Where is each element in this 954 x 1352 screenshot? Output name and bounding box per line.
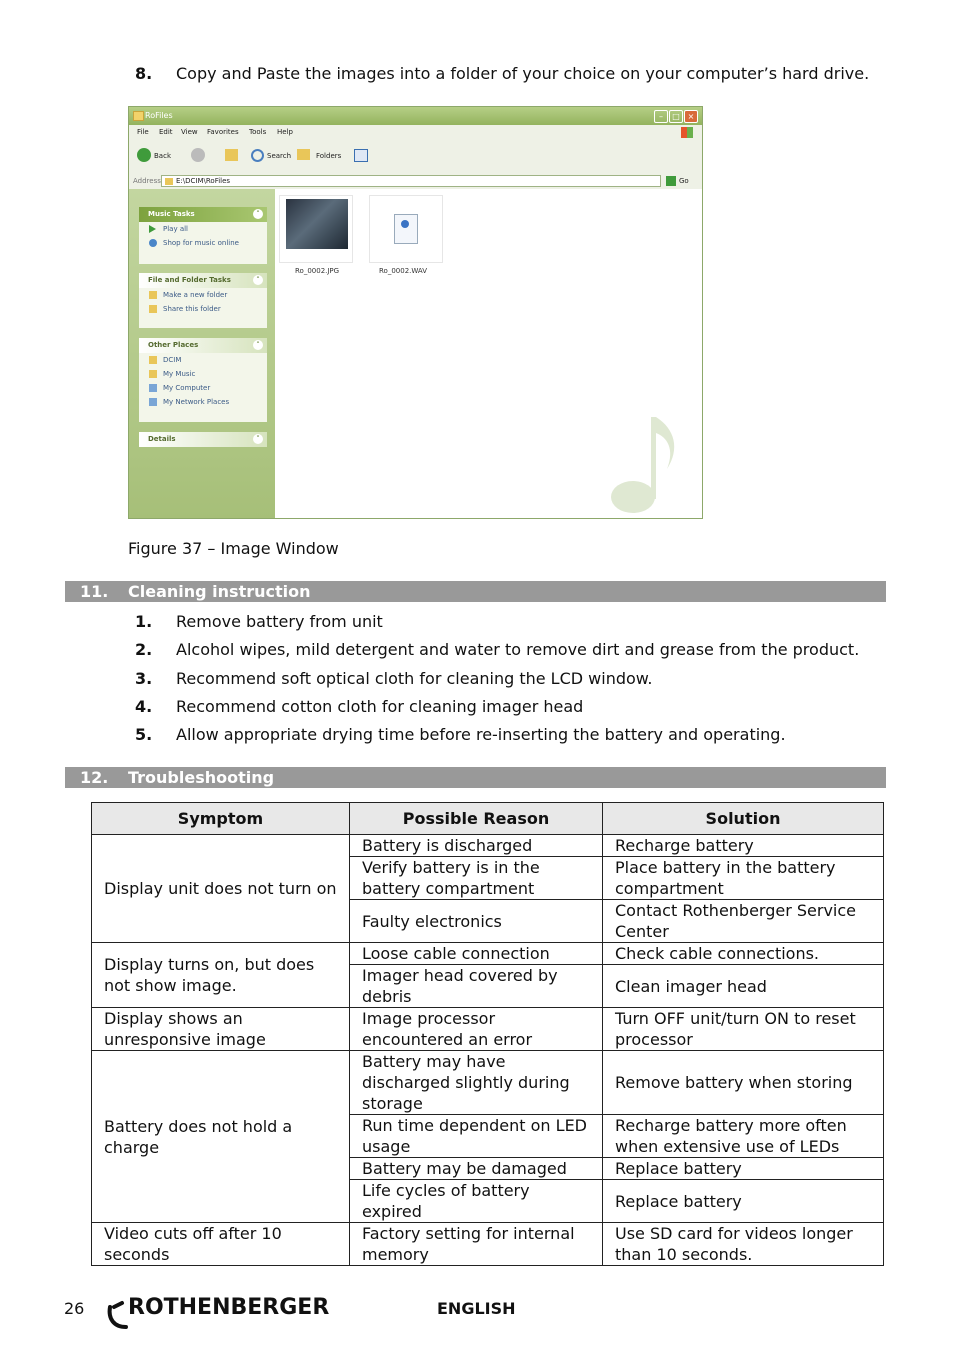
menu-help[interactable]: Help <box>277 128 293 136</box>
share-folder-icon <box>149 305 157 313</box>
reason-cell: Loose cable connection <box>350 943 603 965</box>
maximize-button[interactable]: □ <box>669 110 683 123</box>
file-name[interactable]: Ro_0002.WAV <box>379 267 428 275</box>
language-label: ENGLISH <box>437 1299 516 1318</box>
views-icon[interactable] <box>354 149 368 162</box>
place-label: DCIM <box>163 356 182 364</box>
place-label: My Network Places <box>163 398 230 406</box>
place-my-computer[interactable] <box>139 381 267 395</box>
item-text: Alcohol wipes, mild detergent and water to remove dirt and grease from the product. <box>176 640 860 659</box>
symptom-cell: Battery does not hold a charge <box>92 1051 350 1223</box>
item-text: Allow appropriate drying time before re-inserting the battery and operating. <box>176 725 786 744</box>
back-button[interactable]: Back <box>154 152 171 160</box>
solution-cell: Contact Rothenberger Service Center <box>603 900 884 943</box>
computer-icon <box>149 384 157 392</box>
minimize-button[interactable]: – <box>654 110 668 123</box>
address-input[interactable] <box>161 175 661 187</box>
solution-cell: Recharge battery <box>603 835 884 857</box>
up-folder-icon[interactable] <box>225 149 238 161</box>
solution-cell: Place battery in the battery compartment <box>603 857 884 900</box>
item-number: 3. <box>135 669 153 688</box>
solution-cell: Use SD card for videos longer than 10 seconds. <box>603 1223 884 1266</box>
task-label: Shop for music online <box>163 239 239 247</box>
panel-header[interactable] <box>139 207 267 222</box>
item-number: 1. <box>135 612 153 631</box>
task-label: Play all <box>163 225 189 233</box>
section-header-troubleshooting <box>65 767 886 788</box>
place-my-music[interactable] <box>139 367 267 381</box>
explorer-window-figure <box>128 106 703 519</box>
symptom-cell: Display unit does not turn on <box>92 835 350 943</box>
chevron-up-icon[interactable]: ˄ <box>253 209 263 219</box>
folders-button[interactable]: Folders <box>316 152 342 160</box>
window-titlebar <box>129 107 702 125</box>
place-label: My Music <box>163 370 196 378</box>
network-icon <box>149 398 157 406</box>
music-note-watermark-icon <box>605 409 685 519</box>
panel-header[interactable] <box>139 338 267 353</box>
reason-cell: Run time dependent on LED usage <box>350 1115 603 1158</box>
address-value: E:\DCIM\RoFiles <box>176 177 231 185</box>
go-button[interactable]: Go <box>679 177 689 185</box>
chevron-up-icon[interactable]: ˄ <box>253 275 263 285</box>
chevron-down-icon[interactable]: ˅ <box>253 434 263 444</box>
column-header-reason: Possible Reason <box>350 803 603 835</box>
task-pane <box>129 189 275 519</box>
table-row <box>92 1008 884 1051</box>
menu-file[interactable]: File <box>137 128 149 136</box>
panel-title: File and Folder Tasks <box>148 276 231 284</box>
place-network[interactable] <box>139 395 267 409</box>
step-text: Copy and Paste the images into a folder of your choice on your computer’s hard drive. <box>176 64 870 83</box>
panel-header[interactable] <box>139 432 267 447</box>
search-button[interactable]: Search <box>267 152 292 160</box>
symptom-cell: Video cuts off after 10 seconds <box>92 1223 350 1266</box>
item-number: 2. <box>135 640 153 659</box>
music-folder-icon <box>149 370 157 378</box>
list-item <box>135 669 653 689</box>
task-play-all[interactable] <box>139 222 267 236</box>
reason-cell: Faulty electronics <box>350 900 603 943</box>
task-label: Make a new folder <box>163 291 228 299</box>
table-header-row <box>92 803 884 835</box>
solution-cell: Recharge battery more often when extensive use of LEDs <box>603 1115 884 1158</box>
reason-cell: Factory setting for internal memory <box>350 1223 603 1266</box>
solution-cell: Check cable connections. <box>603 943 884 965</box>
reason-cell: Imager head covered by debris <box>350 965 603 1008</box>
folder-icon <box>133 111 144 121</box>
go-arrow-icon[interactable] <box>666 176 676 186</box>
place-dcim[interactable] <box>139 353 267 367</box>
section-number: 12. <box>80 768 109 787</box>
item-number: 4. <box>135 697 153 716</box>
search-icon <box>251 149 264 162</box>
item-text: Remove battery from unit <box>176 612 383 631</box>
solution-cell: Replace battery <box>603 1180 884 1223</box>
forward-arrow-icon[interactable] <box>191 148 205 162</box>
other-places-panel <box>139 338 267 422</box>
audio-thumbnail[interactable] <box>369 195 443 263</box>
task-share-folder[interactable] <box>139 302 267 316</box>
image-thumbnail[interactable] <box>279 195 353 263</box>
column-header-symptom: Symptom <box>92 803 350 835</box>
table-row <box>92 835 884 857</box>
solution-cell: Clean imager head <box>603 965 884 1008</box>
table-row <box>92 1223 884 1266</box>
back-arrow-icon[interactable] <box>137 148 151 162</box>
list-item <box>135 640 859 660</box>
panel-header[interactable] <box>139 273 267 288</box>
symptom-cell: Display shows an unresponsive image <box>92 1008 350 1051</box>
page-number: 26 <box>64 1299 85 1318</box>
task-new-folder[interactable] <box>139 288 267 302</box>
reason-cell: Battery is discharged <box>350 835 603 857</box>
table-row <box>92 1051 884 1115</box>
solution-cell: Turn OFF unit/turn ON to reset processor <box>603 1008 884 1051</box>
chevron-up-icon[interactable]: ˄ <box>253 340 263 350</box>
list-item <box>135 612 383 632</box>
item-number: 5. <box>135 725 153 744</box>
address-label: Address <box>133 177 161 185</box>
item-text: Recommend soft optical cloth for cleaning the LCD window. <box>176 669 653 688</box>
music-note-icon <box>401 220 409 228</box>
figure-caption: Figure 37 – Image Window <box>128 539 339 558</box>
list-item <box>135 697 583 717</box>
column-header-solution: Solution <box>603 803 884 835</box>
solution-cell: Remove battery when storing <box>603 1051 884 1115</box>
task-shop-music[interactable] <box>139 236 267 250</box>
folder-icon <box>149 356 157 364</box>
play-icon <box>149 225 156 233</box>
list-item <box>135 725 786 745</box>
task-label: Share this folder <box>163 305 221 313</box>
menu-edit[interactable]: Edit <box>159 128 173 136</box>
reason-cell: Image processor encountered an error <box>350 1008 603 1051</box>
toolbar <box>129 140 702 175</box>
reason-cell: Battery may be damaged <box>350 1158 603 1180</box>
step-number: 8. <box>135 64 153 83</box>
reason-cell: Verify battery is in the battery compartment <box>350 857 603 900</box>
menu-view[interactable]: View <box>181 128 198 136</box>
table-row <box>92 943 884 965</box>
music-tasks-panel <box>139 207 267 264</box>
step-8 <box>135 64 869 83</box>
item-text: Recommend cotton cloth for cleaning imager head <box>176 697 584 716</box>
windows-logo-icon <box>681 127 693 138</box>
file-name[interactable]: Ro_0002.JPG <box>295 267 340 275</box>
menu-tools[interactable]: Tools <box>249 128 267 136</box>
solution-cell: Replace battery <box>603 1158 884 1180</box>
file-folder-tasks-panel <box>139 273 267 328</box>
reason-cell: Battery may have discharged slightly during storage <box>350 1051 603 1115</box>
panel-title: Music Tasks <box>148 210 195 218</box>
file-view <box>275 189 703 519</box>
section-title: Troubleshooting <box>128 768 275 787</box>
menu-favorites[interactable]: Favorites <box>207 128 239 136</box>
photo-image <box>286 199 348 249</box>
globe-icon <box>149 239 157 247</box>
new-folder-icon <box>149 291 157 299</box>
folder-icon <box>165 178 173 185</box>
troubleshooting-table <box>91 802 884 1266</box>
close-button[interactable]: × <box>684 110 698 123</box>
section-title: Cleaning instruction <box>128 582 311 601</box>
symptom-cell: Display turns on, but does not show image. <box>92 943 350 1008</box>
place-label: My Computer <box>163 384 211 392</box>
panel-title: Other Places <box>148 341 199 349</box>
folders-icon <box>297 149 310 160</box>
section-number: 11. <box>80 582 109 601</box>
details-panel <box>139 432 267 447</box>
reason-cell: Life cycles of battery expired <box>350 1180 603 1223</box>
section-header-cleaning <box>65 581 886 602</box>
audio-file-icon <box>394 214 418 244</box>
window-title: RoFiles <box>145 111 173 120</box>
menu-bar <box>129 125 702 141</box>
brand-wordmark: ROTHENBERGER <box>128 1295 330 1320</box>
panel-title: Details <box>148 435 176 443</box>
address-bar <box>129 174 702 190</box>
